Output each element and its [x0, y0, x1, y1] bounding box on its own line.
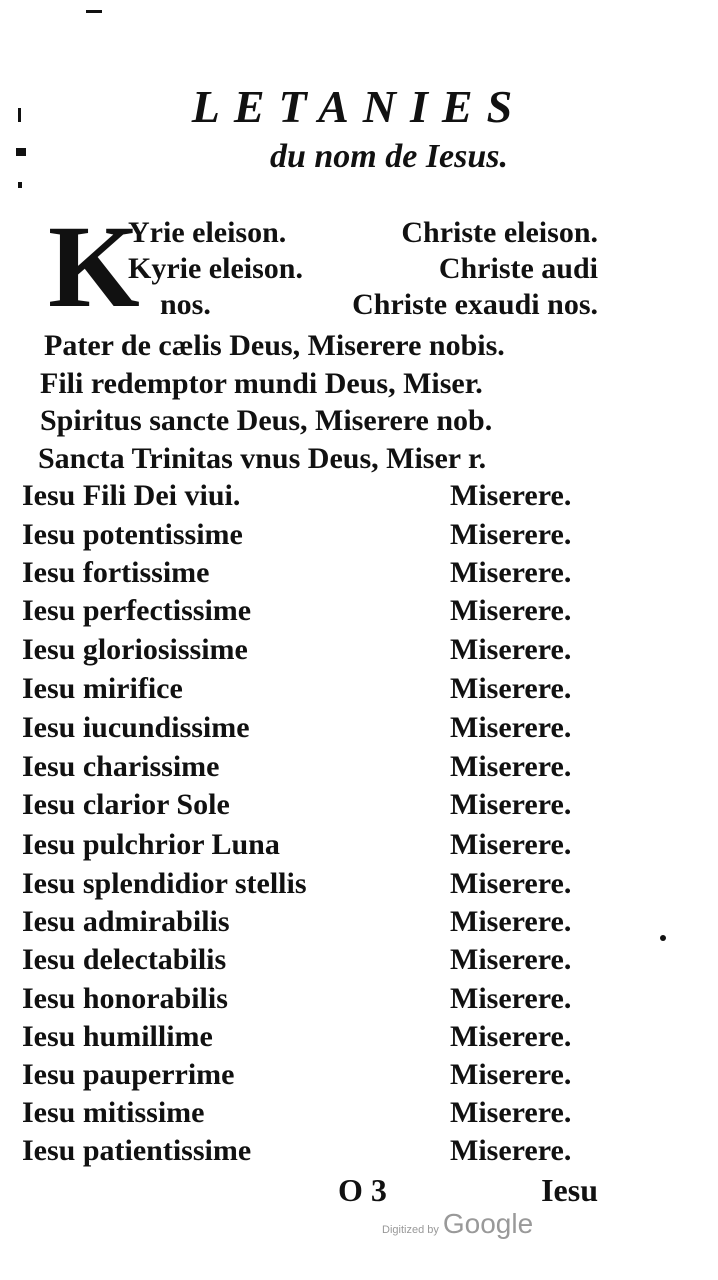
- litany-row: [22, 554, 600, 592]
- litany-response: Miserere.: [450, 905, 572, 938]
- litany-response: Miserere.: [450, 672, 572, 705]
- litany-invocation: Iesu gloriosissime: [22, 633, 248, 666]
- litany-response: Miserere.: [450, 828, 572, 861]
- drop-cap: K: [48, 201, 140, 332]
- litany-invocation: Iesu pauperrime: [22, 1058, 235, 1091]
- litany-row: [22, 1132, 600, 1170]
- catchword: Iesu: [541, 1172, 598, 1208]
- litany-response: Miserere.: [450, 867, 572, 900]
- litany-response: Miserere.: [450, 556, 572, 589]
- litany-response: Miserere.: [450, 633, 572, 666]
- litany-row: [22, 1018, 600, 1056]
- page-title: LETANIES: [191, 81, 527, 132]
- litany-response: Miserere.: [450, 479, 572, 512]
- watermark-prefix: Digitized by: [382, 1224, 439, 1236]
- litany-row: [22, 980, 600, 1018]
- litany-invocation: Iesu perfectissime: [22, 594, 252, 627]
- litany-invocation: Iesu splendidior stellis: [22, 867, 307, 900]
- ink-mark: [18, 182, 22, 188]
- litany-invocation: Iesu iucundissime: [22, 711, 250, 744]
- intro-line-left: Yrie eleison.: [128, 216, 287, 249]
- invocation-line: Pater de cælis Deus, Miserere nobis.: [44, 329, 505, 362]
- litany-invocation: Iesu fortissime: [22, 556, 210, 589]
- litany-response: Miserere.: [450, 788, 572, 821]
- litany-invocation: Iesu honorabilis: [22, 982, 228, 1015]
- page-subtitle: du nom de Iesus.: [269, 138, 509, 175]
- ink-mark: [86, 10, 102, 13]
- litany-row: [22, 631, 600, 669]
- digitization-watermark: [382, 1208, 533, 1240]
- intro-line-right: Christe exaudi nos.: [352, 288, 598, 321]
- litany-invocation: Iesu Fili Dei viui.: [22, 479, 241, 512]
- litany-row: [22, 865, 600, 903]
- litany-row: [22, 748, 600, 786]
- invocation-line: Sancta Trinitas vnus Deus, Miser r.: [38, 442, 487, 475]
- litany-row: [22, 786, 600, 824]
- litany-row: [22, 1056, 600, 1094]
- litany-response: Miserere.: [450, 1058, 572, 1091]
- litany-response: Miserere.: [450, 711, 572, 744]
- invocation-line: Fili redemptor mundi Deus, Miser.: [40, 367, 483, 400]
- litany-invocation: Iesu potentissime: [22, 518, 243, 551]
- litany-row: [22, 941, 600, 979]
- google-logo: Google: [442, 1208, 534, 1239]
- intro-line: [160, 286, 598, 324]
- litany-row: [22, 516, 600, 554]
- litany-response: Miserere.: [450, 982, 572, 1015]
- litany-response: Miserere.: [450, 518, 572, 551]
- litany-row: [22, 826, 600, 864]
- litany-invocation: Iesu delectabilis: [22, 943, 227, 976]
- litany-row: [22, 670, 600, 708]
- litany-row: [22, 477, 600, 515]
- signature-mark: O 3: [338, 1172, 387, 1208]
- litany-invocation: Iesu mitissime: [22, 1096, 205, 1129]
- litany-invocation: Iesu admirabilis: [22, 905, 230, 938]
- litany-invocation: Iesu charissime: [22, 750, 220, 783]
- invocation-line: Spiritus sancte Deus, Miserere nob.: [40, 404, 493, 437]
- litany-invocation: Iesu pulchrior Luna: [22, 828, 280, 861]
- litany-response: Miserere.: [450, 1134, 572, 1167]
- litany-invocation: Iesu patientissime: [22, 1134, 252, 1167]
- litany-response: Miserere.: [450, 943, 572, 976]
- intro-line-left: nos.: [160, 288, 211, 321]
- intro-line-right: Christe eleison.: [401, 216, 598, 249]
- litany-row: [22, 1094, 600, 1132]
- litany-response: Miserere.: [450, 750, 572, 783]
- ink-dot: [660, 935, 666, 941]
- litany-response: Miserere.: [450, 594, 572, 627]
- litany-row: [22, 903, 600, 941]
- litany-response: Miserere.: [450, 1096, 572, 1129]
- litany-row: [22, 709, 600, 747]
- intro-line-right: Christe audi: [438, 252, 598, 285]
- intro-line: [128, 214, 598, 252]
- page-footer: [338, 1172, 598, 1209]
- intro-line: [128, 250, 598, 288]
- intro-line-left: Kyrie eleison.: [128, 252, 303, 285]
- litany-invocation: Iesu humillime: [22, 1020, 213, 1053]
- litany-invocation: Iesu clarior Sole: [22, 788, 230, 821]
- litany-response: Miserere.: [450, 1020, 572, 1053]
- litany-row: [22, 592, 600, 630]
- litany-invocation: Iesu mirifice: [22, 672, 183, 705]
